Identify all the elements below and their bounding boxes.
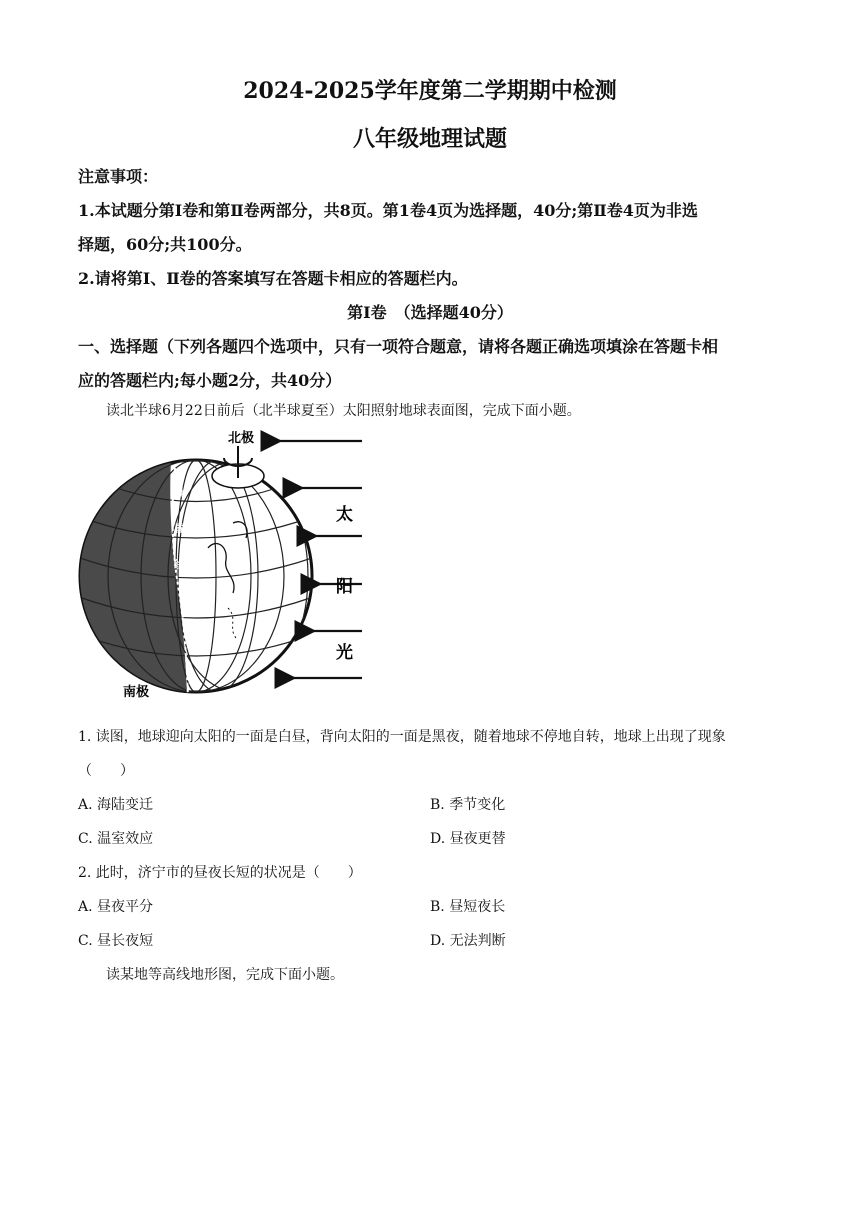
globe-diagram	[78, 428, 378, 714]
section-instruction-line-1: 一、选择题（下列各题四个选项中，只有一项符合题意，请将各题正确选项填涂在答题卡相	[78, 337, 719, 356]
question-1-option-b[interactable]: B. 季节变化	[430, 797, 506, 813]
notice-heading: 注意事项：	[78, 167, 159, 186]
south-pole-label: 南极	[123, 685, 150, 700]
reading-prompt-2: 读某地等高线地形图，完成下面小题。	[106, 967, 344, 983]
sun-label-1: 太	[336, 505, 353, 525]
question-2-option-b[interactable]: B. 昼短夜长	[430, 899, 506, 915]
question-1-option-a[interactable]: A. 海陆变迁	[78, 797, 154, 813]
sun-label-3: 光	[336, 643, 353, 663]
sun-label-2: 阳	[336, 577, 353, 597]
terminator-label-1: 晨	[174, 488, 184, 499]
page-subtitle: 八年级地理试题	[352, 126, 507, 152]
terminator-label-3: 线	[174, 560, 184, 571]
north-pole-label: 北极	[228, 431, 255, 446]
notice-item-2: 2.请将第Ⅰ、Ⅱ卷的答案填写在答题卡相应的答题栏内。	[78, 269, 468, 288]
question-1-option-d[interactable]: D. 昼夜更替	[430, 831, 506, 847]
page-title: 2024-2025学年度第二学期期中检测	[243, 78, 617, 104]
section-instruction-line-2: 应的答题栏内;每小题2分，共40分）	[78, 371, 342, 390]
terminator-label-2: 昏	[174, 524, 184, 535]
question-2-option-c[interactable]: C. 昼长夜短	[78, 933, 154, 949]
question-2-option-d[interactable]: D. 无法判断	[430, 933, 506, 949]
reading-prompt-1: 读北半球6月22日前后（北半球夏至）太阳照射地球表面图，完成下面小题。	[106, 403, 581, 419]
section-title: 第Ⅰ卷 （选择题40分）	[347, 303, 513, 322]
question-1-stem-line-2: （ ）	[78, 763, 134, 779]
notice-item-1-line-1: 1.本试题分第Ⅰ卷和第Ⅱ卷两部分，共8页。第1卷4页为选择题，40分;第Ⅱ卷4页为非选	[78, 201, 698, 220]
question-1-stem-line-1: 1. 读图，地球迎向太阳的一面是白昼，背向太阳的一面是黑夜，随着地球不停地自转，地球上出现了现象	[78, 729, 726, 745]
globe-figure	[78, 428, 378, 714]
notice-item-1-line-2: 择题，60分;共100分。	[78, 235, 252, 254]
question-2-option-a[interactable]: A. 昼夜平分	[78, 899, 154, 915]
question-2-stem: 2. 此时，济宁市的昼夜长短的状况是（ ）	[78, 865, 362, 881]
question-1-option-c[interactable]: C. 温室效应	[78, 831, 154, 847]
